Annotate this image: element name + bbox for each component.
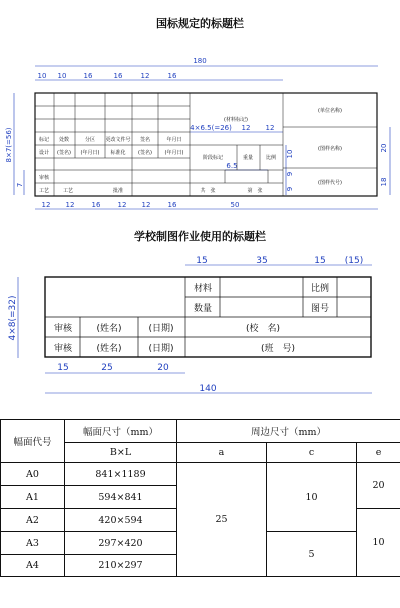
e-value: 20	[357, 463, 400, 509]
e-value: 10	[357, 509, 400, 577]
cell: (年月日)	[80, 150, 100, 156]
cell: (日期)	[148, 344, 174, 354]
header-a: a	[177, 443, 267, 463]
row-code: A4	[1, 555, 65, 577]
school-title: 学校制图作业使用的标题栏	[134, 230, 266, 243]
header-e: e	[357, 443, 400, 463]
weight: 重量	[242, 155, 254, 161]
row-size: 297×420	[65, 532, 177, 555]
dim-bottom: 16	[91, 201, 101, 209]
header-bl: B×L	[65, 443, 177, 463]
dim-bottom: 12	[65, 201, 75, 209]
dim-top: 15	[314, 256, 326, 266]
header-code: 幅面代号	[1, 420, 65, 463]
dim-top: 16	[83, 72, 93, 80]
cell: 分区	[84, 137, 96, 143]
dim-bottom: 25	[101, 363, 113, 373]
dim-mid: 10	[286, 149, 294, 159]
cell: 标准化	[110, 150, 126, 156]
row-size: 210×297	[65, 555, 177, 577]
cell: 工艺	[62, 188, 74, 194]
dim-total-180: 180	[193, 57, 207, 65]
cell: 标记	[38, 137, 50, 143]
drawing-name: (图样名称)	[318, 146, 342, 152]
row-code: A3	[1, 532, 65, 555]
dim-top: 15	[196, 256, 208, 266]
national-title: 国标规定的标题栏	[156, 17, 244, 30]
row-size: 594×841	[65, 486, 177, 509]
cell: (签名)	[138, 150, 152, 156]
cell: 设计	[38, 150, 50, 156]
material-label: 材料	[193, 284, 213, 294]
dim-top: (15)	[344, 256, 364, 266]
dim-mid: 9	[286, 186, 294, 192]
class-no: (班 号)	[260, 344, 296, 354]
paper-size-table	[0, 419, 400, 577]
dim-left: 7	[16, 182, 24, 188]
school-name: (校 名)	[245, 324, 281, 334]
dim-top: 35	[256, 256, 268, 266]
a-value: 25	[177, 463, 267, 577]
row-code: A0	[1, 463, 65, 486]
dim-bottom: 15	[57, 363, 69, 373]
row-code: A2	[1, 509, 65, 532]
scale-label: 比例	[310, 284, 330, 294]
school-title-block	[0, 240, 400, 420]
c-value: 5	[267, 532, 357, 577]
material-mark: (材料标记)	[224, 117, 248, 123]
national-title-block	[0, 0, 400, 225]
dim-bottom: 12	[117, 201, 127, 209]
dim-bottom: 50	[230, 201, 240, 209]
cell: 批准	[112, 188, 124, 194]
dim-left: 8×7(=56)	[5, 127, 13, 163]
dim-right: 18	[380, 177, 388, 187]
dim-bottom: 16	[167, 201, 177, 209]
dim-top: 12	[140, 72, 150, 80]
row-size: 420×594	[65, 509, 177, 532]
cell: 审核	[53, 324, 73, 334]
dim-mid: 9	[286, 171, 294, 177]
sheet-no: 第 张	[247, 188, 263, 194]
dim-right: 20	[380, 143, 388, 153]
dim-total: 140	[199, 384, 217, 394]
drawing-no-label: 图号	[310, 304, 330, 314]
row-size: 841×1189	[65, 463, 177, 486]
c-value: 10	[267, 463, 357, 532]
header-size: 幅面尺寸（mm）	[65, 420, 177, 443]
cell: 处数	[58, 137, 70, 143]
dim-top: 12	[241, 124, 251, 132]
dim-top: 4×6.5(=26)	[190, 124, 232, 132]
cell: 签名	[139, 137, 151, 143]
scale: 比例	[265, 155, 277, 161]
dim-top: 16	[167, 72, 177, 80]
dim-top: 16	[113, 72, 123, 80]
dim-bottom: 20	[157, 363, 169, 373]
cell: 工艺	[38, 188, 50, 194]
unit-name: (单位名称)	[318, 108, 342, 114]
cell: 年月日	[166, 137, 182, 143]
cell: (签名)	[57, 150, 71, 156]
dim-top: 12	[265, 124, 275, 132]
stage-mark: 阶段标记	[202, 155, 224, 161]
cell: (日期)	[148, 324, 174, 334]
dim-bottom: 12	[41, 201, 51, 209]
cell: (姓名)	[96, 344, 122, 354]
dim-top: 10	[37, 72, 47, 80]
header-c: c	[267, 443, 357, 463]
dim-mid: 6.5	[226, 162, 238, 170]
drawing-code: (图样代号)	[318, 180, 342, 186]
cell: 更改文件号	[105, 137, 131, 143]
header-margin: 周边尺寸（mm）	[177, 420, 400, 443]
quantity-label: 数量	[193, 304, 213, 314]
cell: (姓名)	[96, 324, 122, 334]
cell: 审核	[38, 175, 50, 181]
dim-bottom: 12	[141, 201, 151, 209]
dim-top: 10	[57, 72, 67, 80]
total-sheets: 共 张	[200, 188, 216, 194]
cell: 审核	[53, 344, 73, 354]
row-code: A1	[1, 486, 65, 509]
cell: (年月日)	[164, 150, 184, 156]
dim-left: 4×8(=32)	[8, 295, 18, 341]
